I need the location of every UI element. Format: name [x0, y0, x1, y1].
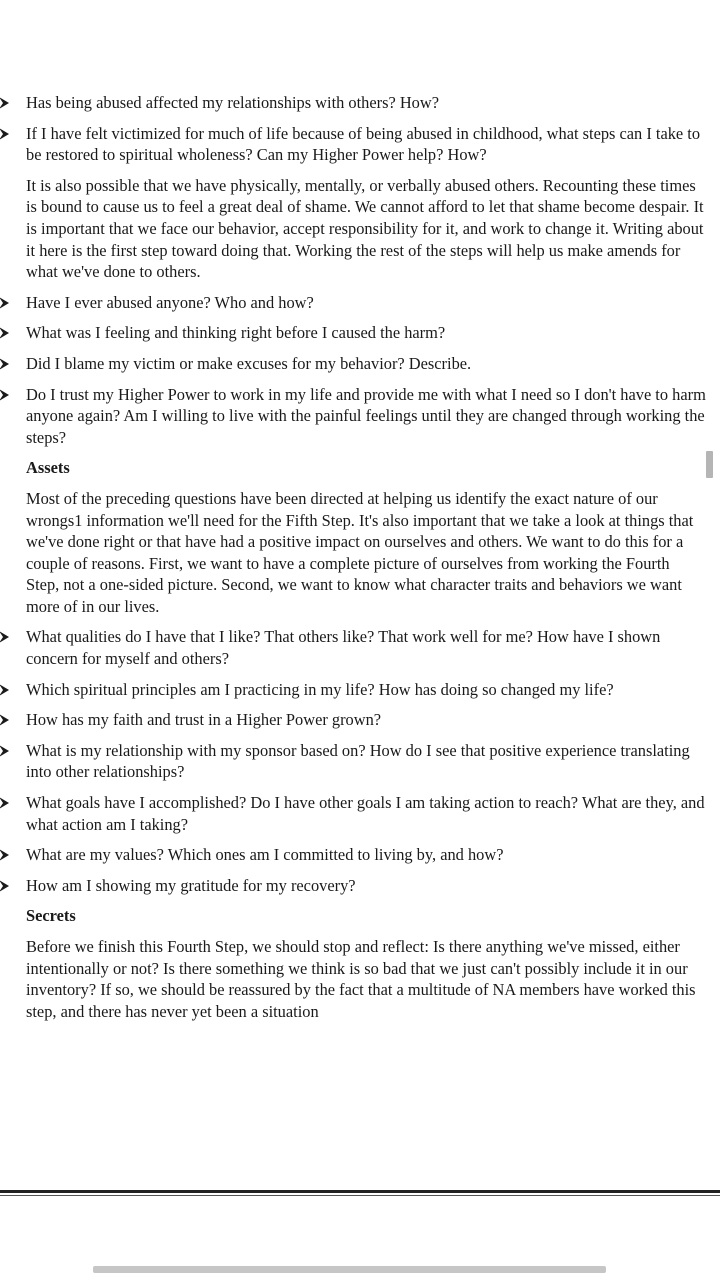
arrowhead-bullet-icon: [0, 875, 12, 897]
arrowhead-bullet-icon: [0, 353, 12, 375]
body-text: Which spiritual principles am I practicing in my life? How has doing so changed my life?: [26, 679, 614, 699]
bullet-item: [0, 709, 720, 731]
horizontal-scrollbar[interactable]: [93, 1266, 606, 1273]
arrowhead-bullet-icon: [0, 679, 12, 701]
arrowhead-bullet-icon: [0, 709, 12, 731]
section-heading: [0, 457, 720, 479]
bullet-item: [0, 322, 720, 344]
page-divider-thin: [0, 1195, 720, 1196]
bullet-item: [0, 679, 720, 701]
scrollbar-thumb[interactable]: [706, 451, 713, 478]
document-page: [0, 92, 720, 1031]
body-text: Have I ever abused anyone? Who and how?: [26, 292, 314, 312]
body-text: If I have felt victimized for much of life because of being abused in childhood, what steps can I take to be restored to spiritual wholeness? Can my Higher Power help? How?: [26, 123, 701, 165]
document-content: [0, 92, 720, 1022]
arrowhead-bullet-icon: [0, 384, 12, 406]
arrowhead-bullet-icon: [0, 740, 12, 762]
arrowhead-bullet-icon: [0, 626, 12, 648]
section-heading-text: Assets: [26, 458, 70, 478]
body-text: Most of the preceding questions have been directed at helping us identify the exact nature of our wrongs1 information we'll need for the Fifth Step. It's also important that we take a look at things that we've done right or that have had a positive impact on ourselves and others. We want to do this for a couple of reasons. First, we want to have a complete picture of ourselves from working the Fourth Step, not a one-sided picture. Second, we want to know what character traits and behaviors we want more of in our lives.: [26, 488, 694, 616]
bullet-item: [0, 626, 720, 669]
body-text: Before we finish this Fourth Step, we should stop and reflect: Is there anything we've missed, either intentionally or not? Is there something we think is so bad that we just can't possibly include it in our inventory? If so, we should be reassured by the fact that a multitude of NA members have worked this step, and there has never yet been a situation: [26, 937, 696, 1021]
body-text: Do I trust my Higher Power to work in my life and provide me with what I need so I don't have to harm anyone again? Am I willing to live with the painful feelings until they are changed through working the steps?: [26, 384, 706, 447]
paragraph: [0, 936, 720, 1022]
body-text: Has being abused affected my relationships with others? How?: [26, 93, 439, 112]
bullet-item: [0, 740, 720, 783]
bullet-item: [0, 384, 720, 449]
arrowhead-bullet-icon: [0, 292, 12, 314]
paragraph: [0, 175, 720, 283]
body-text: What was I feeling and thinking right before I caused the harm?: [26, 323, 446, 343]
body-text: What is my relationship with my sponsor based on? How do I see that positive experience translating into other relationships?: [26, 740, 690, 782]
bullet-item: [0, 123, 720, 166]
body-text: It is also possible that we have physically, mentally, or verbally abused others. Recounting these times is bound to cause us to feel a great deal of shame. We cannot afford to let that shame become despair. It is important that we face our behavior, accept responsibility for it, and work to change it. Writing about it here is the first step toward doing that. Working the rest of the steps will help us make amends for what we've done to others.: [26, 175, 704, 282]
bullet-item: [0, 92, 720, 114]
section-heading: [0, 905, 720, 927]
arrowhead-bullet-icon: [0, 123, 12, 145]
arrowhead-bullet-icon: [0, 92, 12, 114]
body-text: Did I blame my victim or make excuses for my behavior? Describe.: [26, 353, 472, 373]
section-heading-text: Secrets: [26, 906, 76, 926]
page-divider: [0, 1190, 720, 1193]
body-text: What are my values? Which ones am I committed to living by, and how?: [26, 845, 504, 865]
arrowhead-bullet-icon: [0, 844, 12, 866]
paragraph: [0, 488, 720, 618]
body-text: What qualities do I have that I like? That others like? That work well for me? How have I shown concern for myself and others?: [26, 627, 661, 669]
body-text: How am I showing my gratitude for my recovery?: [26, 875, 356, 895]
bullet-item: [0, 292, 720, 314]
bullet-item: [0, 844, 720, 866]
body-text: What goals have I accomplished? Do I have other goals I am taking action to reach? What are they, and what action am I taking?: [26, 793, 705, 834]
arrowhead-bullet-icon: [0, 322, 12, 344]
bullet-item: [0, 875, 720, 897]
body-text: How has my faith and trust in a Higher Power grown?: [26, 710, 382, 730]
bullet-item: [0, 792, 720, 835]
bullet-item: [0, 353, 720, 375]
arrowhead-bullet-icon: [0, 792, 12, 814]
